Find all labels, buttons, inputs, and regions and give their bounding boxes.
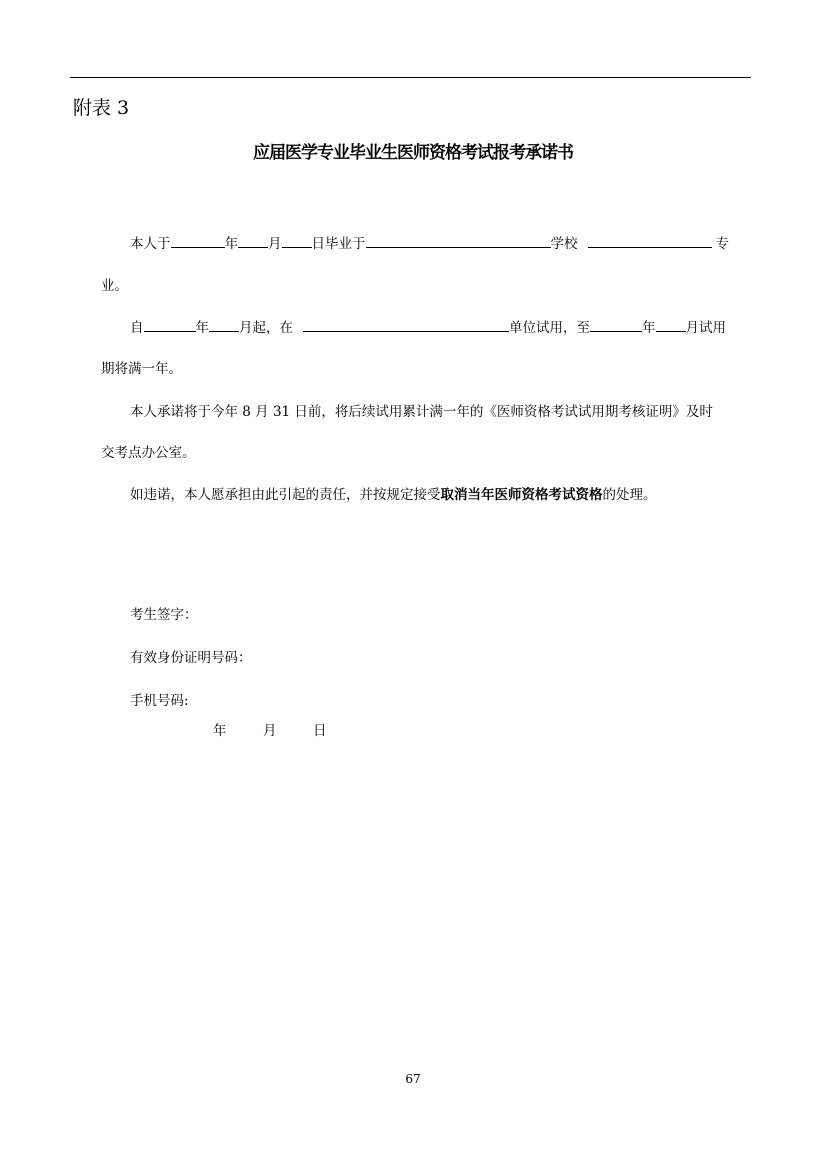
id-number-label: 有效身份证明号码：: [130, 650, 252, 666]
para2-line1: [130, 316, 726, 336]
blank-end-year[interactable]: [590, 319, 642, 332]
blank-school[interactable]: [366, 235, 551, 248]
para1-text-6: 专: [715, 236, 729, 252]
para2-text-1: 自: [130, 320, 144, 336]
date-year: 年: [213, 723, 227, 739]
para1-text-2: 年: [224, 236, 238, 252]
blank-unit[interactable]: [303, 319, 509, 332]
blank-month[interactable]: [238, 235, 268, 248]
para2-text-5: 年: [642, 320, 656, 336]
para1-text-4: 日毕业于: [311, 236, 366, 252]
para1-line2: 业。: [101, 278, 128, 294]
para2-line2: 期将满一年。: [101, 361, 182, 377]
attachment-label: 附表 3: [73, 97, 130, 119]
phone-label: 手机号码:: [130, 693, 189, 709]
para4-text-post: 的处理。: [602, 487, 657, 503]
para2-text-4: 单位试用，至: [509, 320, 590, 336]
date-day: 日: [313, 723, 327, 739]
para1-text-1: 本人于: [130, 236, 171, 252]
blank-major[interactable]: [588, 235, 712, 248]
para3-line1: 本人承诺将于今年 8 月 31 日前，将后续试用累计满一年的《医师资格考试试用期考核证明》及时: [130, 404, 713, 420]
para3-line2: 交考点办公室。: [101, 445, 196, 461]
blank-day[interactable]: [282, 235, 312, 248]
para4-line1: [130, 483, 657, 503]
signer-label: 考生签字：: [130, 607, 198, 623]
para4-text-bold: 取消当年医师资格考试资格: [440, 487, 603, 503]
para2-text-2: 年: [195, 320, 209, 336]
para1-line1: [130, 232, 729, 252]
blank-start-year[interactable]: [144, 319, 196, 332]
para4-text-pre: 如违诺，本人愿承担由此引起的责任，并按规定接受: [130, 487, 441, 503]
blank-start-month[interactable]: [209, 319, 239, 332]
date-month: 月: [263, 723, 277, 739]
blank-year[interactable]: [171, 235, 225, 248]
header-rule: [70, 77, 751, 78]
para1-text-5: 学校: [550, 236, 578, 252]
page-number: 67: [405, 1072, 421, 1086]
para2-text-3: 月起，在: [239, 320, 293, 336]
blank-end-month[interactable]: [656, 319, 686, 332]
para2-text-6: 月试用: [685, 320, 726, 336]
document-title: 应届医学专业毕业生医师资格考试报考承诺书: [253, 143, 573, 163]
para1-text-3: 月: [268, 236, 282, 252]
